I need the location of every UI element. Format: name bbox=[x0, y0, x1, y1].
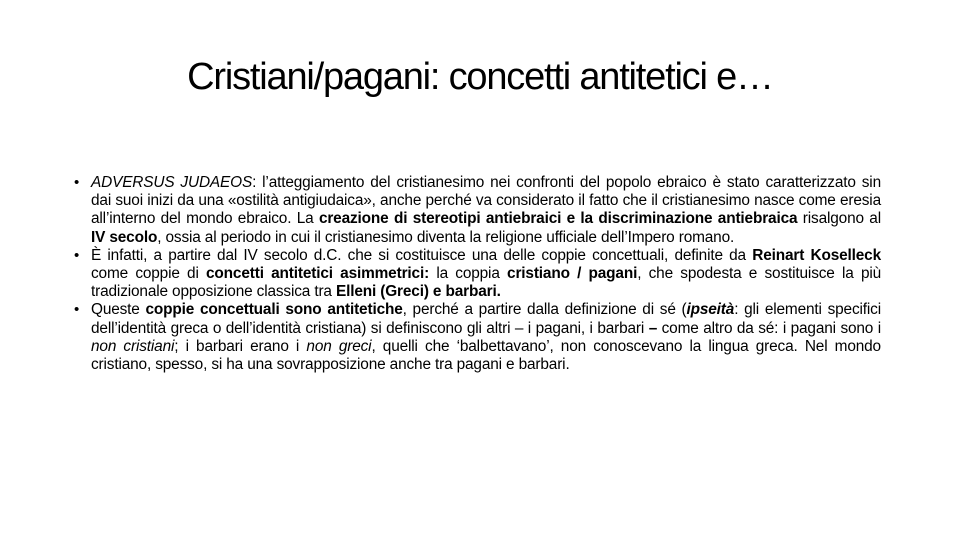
bold-text-run: IV secolo bbox=[91, 228, 158, 246]
bullet-marker: • bbox=[74, 301, 80, 319]
text-run: : gli elementi specifici dell’identità greca o dell’identità cristiana) si definiscono gli altri – i pagani, i barbari bbox=[91, 301, 881, 337]
text-run: come coppie di bbox=[91, 265, 207, 283]
text-run: , che spodesta e sostituisce la più tradizionale opposizione classica tra bbox=[91, 265, 882, 301]
text-run: , perché a partire dalla definizione di sé ( bbox=[402, 301, 687, 319]
bullet-marker: • bbox=[74, 246, 80, 264]
text-run: la coppia bbox=[429, 265, 508, 283]
bullet-list bbox=[74, 174, 881, 374]
italic-text-run: non cristiani bbox=[91, 337, 175, 355]
text-run: : l’atteggiamento del cristianesimo nei confronti del popolo ebraico è stato caratterizzato sin dai suoi inizi da una «ostilità antigiudaica», anche perché va considerato il fatto che il cristianesimo nasce come eresia all’interno del mondo ebraico. La bbox=[91, 174, 881, 228]
bold-text-run: Elleni (Greci) e barbari. bbox=[335, 283, 501, 301]
text-run: , ossia al periodo in cui il cristianesimo diventa la religione ufficiale dell’Impero romano. bbox=[157, 228, 735, 246]
bold-text-run: Reinart Koselleck bbox=[752, 246, 881, 264]
text-run: come altro da sé: i pagani sono i bbox=[657, 319, 882, 337]
bold-text-run: creazione di stereotipi antiebraici e la discriminazione antiebraica bbox=[318, 210, 798, 228]
bold-italic-text-run: ipseità bbox=[686, 301, 735, 319]
text-run: ; i barbari erano i bbox=[174, 337, 307, 355]
bold-text-run: concetti antitetici asimmetrici: bbox=[206, 265, 430, 283]
text-run: risalgono al bbox=[797, 210, 881, 228]
bold-text-run: coppie concettuali sono antitetiche bbox=[145, 301, 403, 319]
italic-text-run: ADVERSUS JUDAEOS bbox=[91, 174, 253, 191]
bullet-item bbox=[74, 247, 881, 302]
text-run: , quelli che ‘balbettavano’, non conoscevano la lingua greca. Nel mondo cristiano, spesso, si ha una sovrapposizione anche tra pagani e barbari. bbox=[91, 337, 881, 374]
bullet-item bbox=[74, 174, 881, 247]
bold-text-run: cristiano / pagani bbox=[507, 265, 638, 283]
bullet-marker: • bbox=[74, 174, 80, 191]
bold-text-run: – bbox=[648, 319, 658, 337]
text-run: È infatti, a partire dal IV secolo d.C. che si costituisce una delle coppie concettuali, definite da bbox=[91, 246, 753, 264]
slide-title: Cristiani/pagani: concetti antitetici e… bbox=[187, 56, 773, 98]
text-run: Queste bbox=[91, 301, 146, 319]
italic-text-run: non greci bbox=[306, 337, 372, 355]
bullet-item bbox=[74, 301, 881, 374]
